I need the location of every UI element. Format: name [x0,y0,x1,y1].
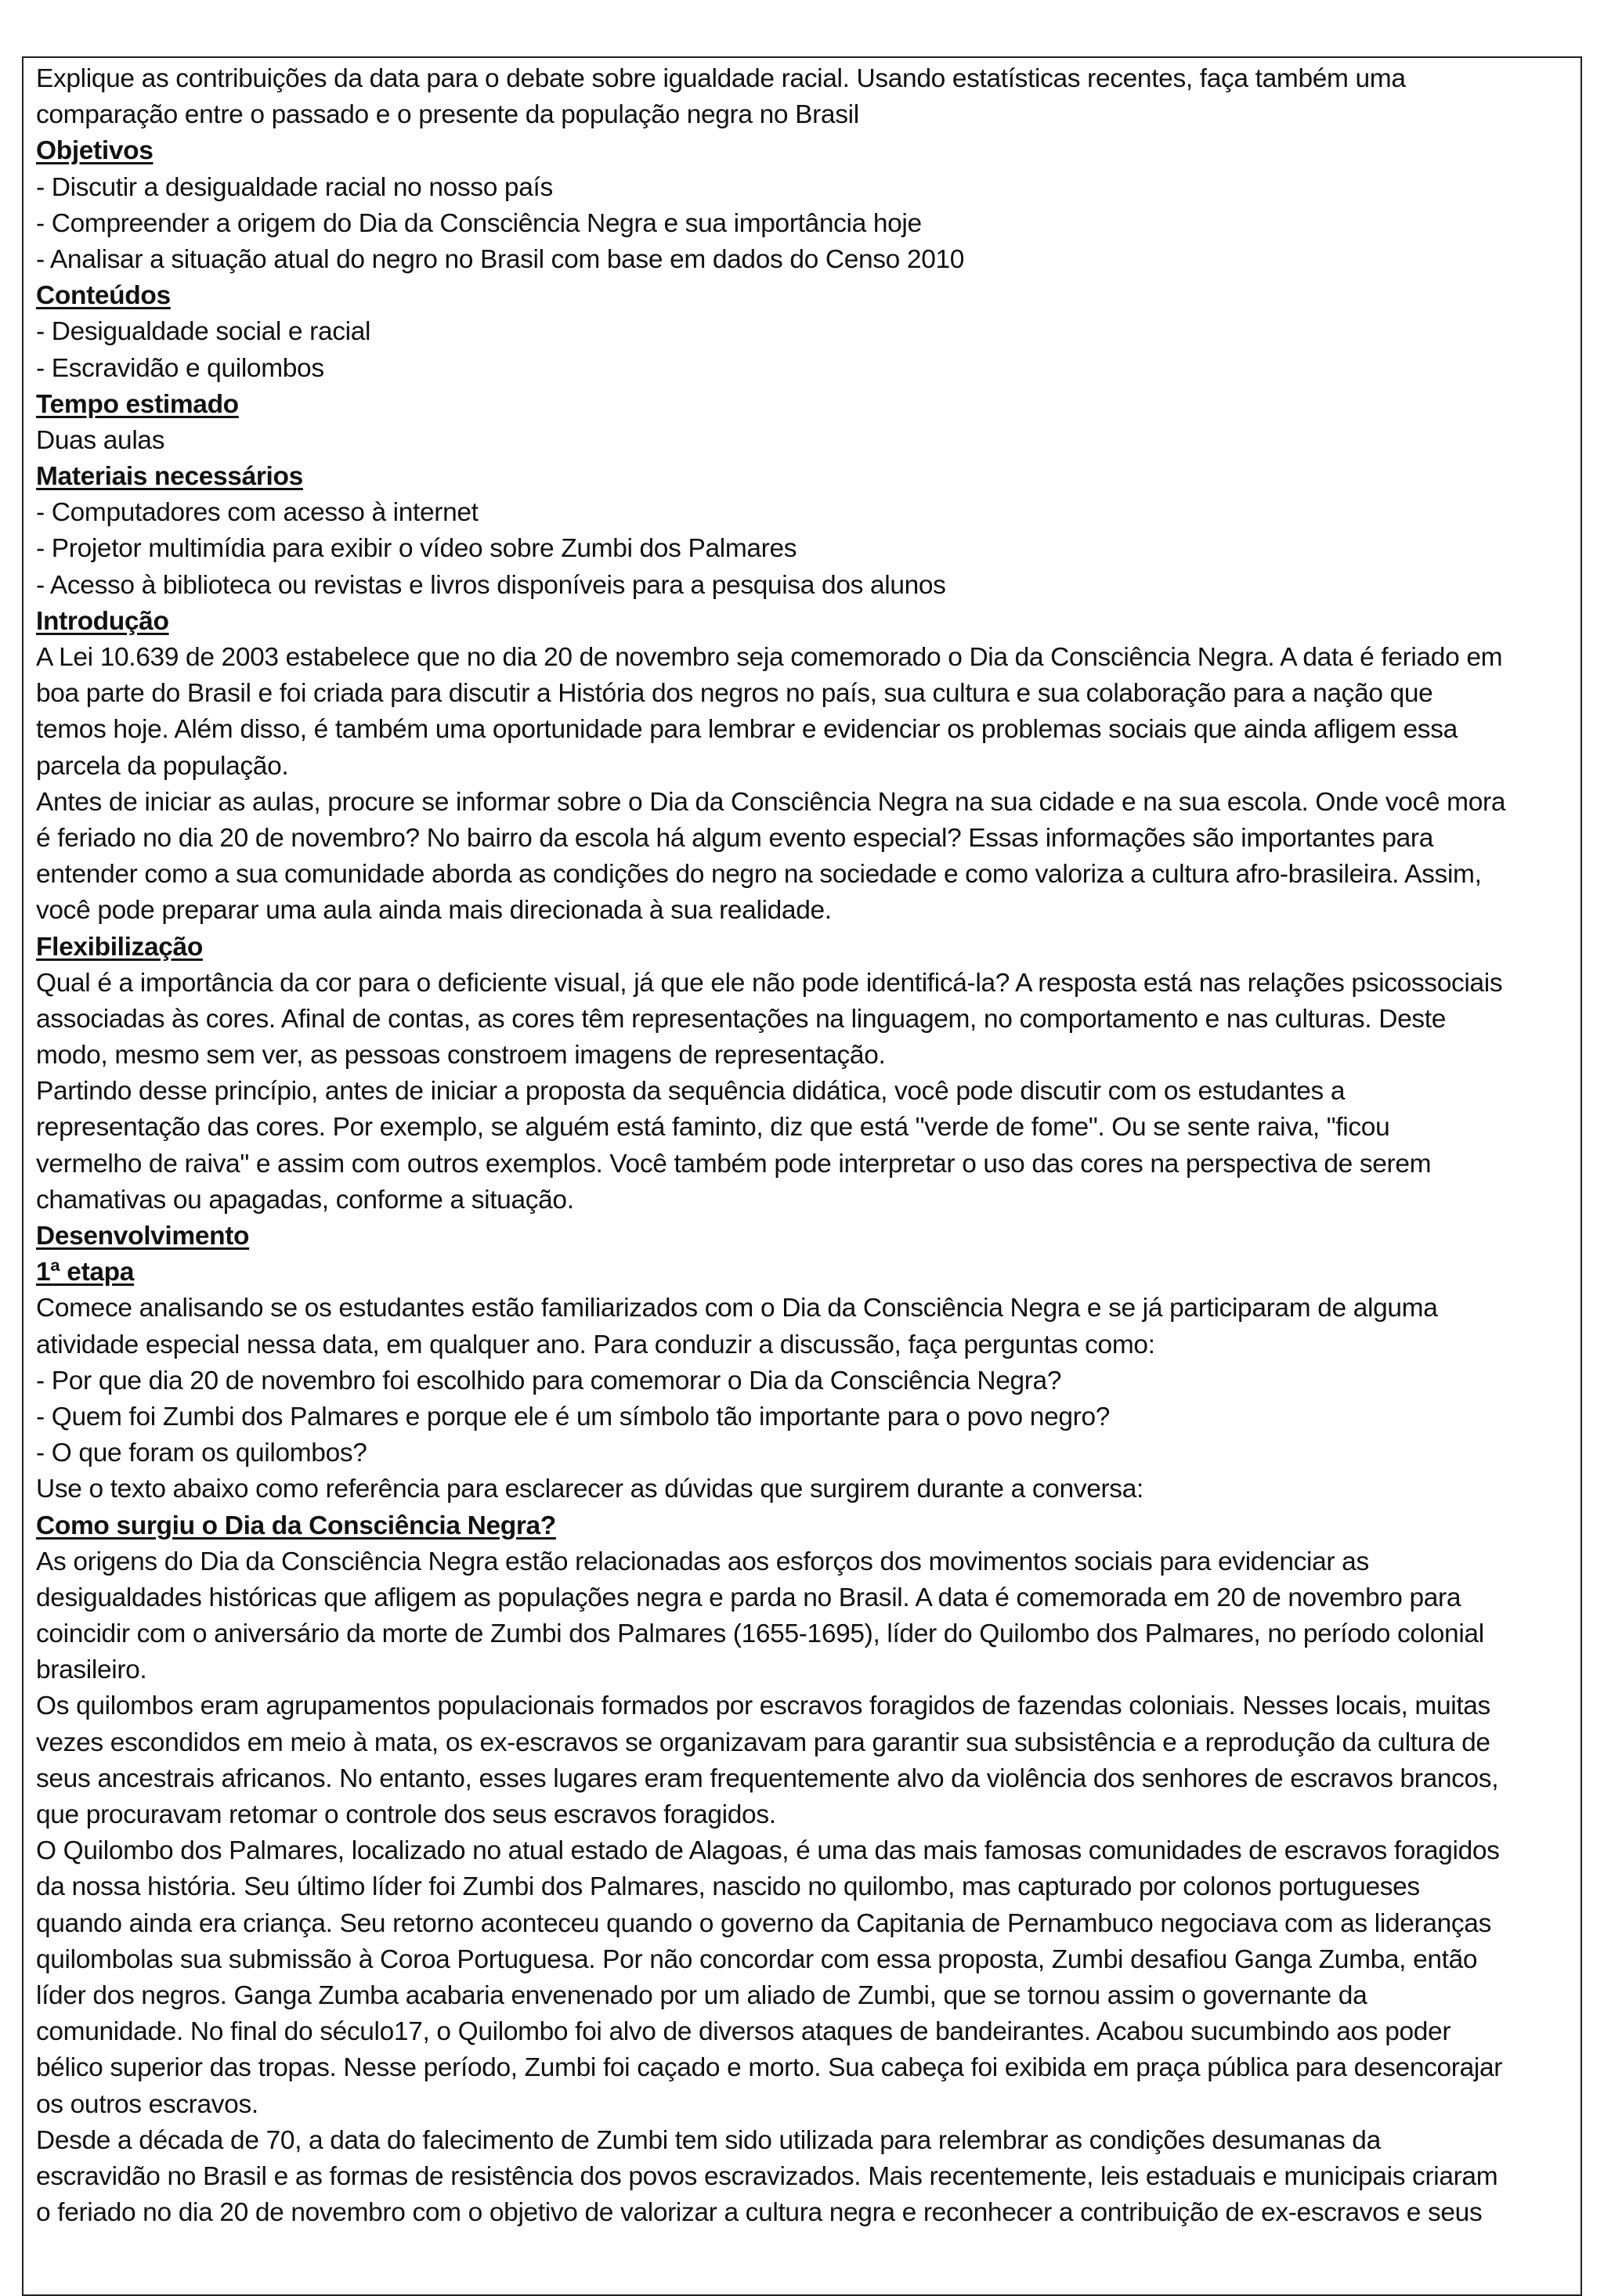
text-line: o feriado no dia 20 de novembro com o objetivo de valorizar a cultura negra e reconhecer a contribuição de ex-escravos e seus [36,2198,1483,2228]
text-line: - Analisar a situação atual do negro no Brasil com base em dados do Censo 2010 [36,244,965,274]
text-line: Explique as contribuições da data para o debate sobre igualdade racial. Usando estatísticas recentes, faça também uma [36,64,1406,93]
text-line: modo, mesmo sem ver, as pessoas constroem imagens de representação. [36,1041,886,1070]
text-line: desigualdades históricas que afligem as populações negra e parda no Brasil. A data é comemorada em 20 de novembro para [36,1583,1461,1612]
text-line: As origens do Dia da Consciência Negra estão relacionadas aos esforços dos movimentos sociais para evidenciar as [36,1547,1369,1576]
text-line: líder dos negros. Ganga Zumba acabaria envenenado por um aliado de Zumbi, que se tornou assim o governante da [36,1980,1367,2010]
text-line: entender como a sua comunidade aborda as condições do negro na sociedade e como valoriza a cultura afro-brasileira. Assim, [36,860,1482,890]
text-line: bélico superior das tropas. Nesse período, Zumbi foi caçado e morto. Sua cabeça foi exibida em praça pública para desencorajar [36,2053,1503,2083]
text-line: coincidir com o aniversário da morte de Zumbi dos Palmares (1655-1695), líder do Quilombo dos Palmares, no período colonial [36,1619,1484,1649]
text-line: comparação entre o passado e o presente da população negra no Brasil [36,100,859,130]
text-line: Antes de iniciar as aulas, procure se informar sobre o Dia da Consciência Negra na sua cidade e na sua escola. Onde você mora [36,787,1506,817]
text-line: chamativas ou apagadas, conforme a situação. [36,1185,574,1215]
section-heading: Conteúdos [36,281,171,311]
text-line: atividade especial nessa data, em qualquer ano. Para conduzir a discussão, faça perguntas como: [36,1330,1155,1359]
text-line: comunidade. No final do século17, o Quilombo foi alvo de diversos ataques de bandeirantes. Acabou sucumbindo aos poder [36,2017,1451,2047]
text-line: vermelho de raiva" e assim com outros exemplos. Você também pode interpretar o uso das cores na perspectiva de serem [36,1149,1432,1179]
text-line: A Lei 10.639 de 2003 estabelece que no dia 20 de novembro seja comemorado o Dia da Consciência Negra. A data é feriado em [36,643,1503,672]
section-heading: Introdução [36,606,169,636]
document-frame [22,56,1582,2296]
section-heading: Como surgiu o Dia da Consciência Negra? [36,1511,556,1540]
section-heading: Tempo estimado [36,389,239,419]
text-line: Os quilombos eram agrupamentos populacionais formados por escravos foragidos de fazendas coloniais. Nesses locais, muitas [36,1691,1490,1721]
text-line: Desde a década de 70, a data do falecimento de Zumbi tem sido utilizada para relembrar as condições desumanas da [36,2125,1381,2155]
section-heading: Objetivos [36,136,154,166]
text-line: temos hoje. Além disso, é também uma oportunidade para lembrar e evidenciar os problemas sociais que ainda afligem essa [36,715,1458,745]
text-line: Qual é a importância da cor para o deficiente visual, já que ele não pode identificá-la? A resposta está nas relações psicossociais [36,968,1503,998]
section-heading: 1ª etapa [36,1258,135,1287]
text-line: Comece analisando se os estudantes estão familiarizados com o Dia da Consciência Negra e se já participaram de alguma [36,1294,1438,1323]
text-line: associadas às cores. Afinal de contas, as cores têm representações na linguagem, no comportamento e nas culturas. Deste [36,1004,1446,1034]
text-line: você pode preparar uma aula ainda mais direcionada à sua realidade. [36,896,832,926]
text-line: brasileiro. [36,1655,147,1685]
section-heading: Flexibilização [36,932,203,962]
text-line: O Quilombo dos Palmares, localizado no atual estado de Alagoas, é uma das mais famosas comunidades de escravos foragidos [36,1836,1500,1866]
text-line: que procuravam retomar o controle dos seus escravos foragidos. [36,1800,776,1829]
text-line: - Desigualdade social e racial [36,317,371,347]
text-line: representação das cores. Por exemplo, se alguém está faminto, diz que está "verde de fome". Ou se sente raiva, "ficou [36,1113,1390,1143]
text-line: - Escravidão e quilombos [36,353,324,383]
text-line: - Acesso à biblioteca ou revistas e livros disponíveis para a pesquisa dos alunos [36,570,946,600]
section-heading: Materiais necessários [36,462,303,492]
text-line: da nossa história. Seu último líder foi Zumbi dos Palmares, nascido no quilombo, mas capturado por colonos portugueses [36,1872,1420,1902]
text-line: - O que foram os quilombos? [36,1439,367,1468]
text-line: boa parte do Brasil e foi criada para discutir a História dos negros no país, sua cultura e sua colaboração para a nação que [36,679,1433,709]
text-line: Partindo desse princípio, antes de iniciar a proposta da sequência didática, você pode discutir com os estudantes a [36,1077,1346,1106]
text-line: - Projetor multimídia para exibir o vídeo sobre Zumbi dos Palmares [36,534,797,564]
text-line: os outros escravos. [36,2089,258,2119]
text-line: quilombolas sua submissão à Coroa Portuguesa. Por não concordar com essa proposta, Zumbi desafiou Ganga Zumba, então [36,1944,1478,1974]
text-line: Duas aulas [36,425,165,455]
text-line: - Computadores com acesso à internet [36,498,479,528]
text-line: Use o texto abaixo como referência para esclarecer as dúvidas que surgirem durante a conversa: [36,1475,1143,1504]
document-body [36,61,1568,2231]
text-line: vezes escondidos em meio à mata, os ex-escravos se organizavam para garantir sua subsistência e a reprodução da cultura de [36,1727,1490,1757]
text-line: é feriado no dia 20 de novembro? No bairro da escola há algum evento especial? Essas informações são importantes para [36,823,1434,853]
text-line: - Compreender a origem do Dia da Consciência Negra e sua importância hoje [36,208,922,238]
text-line: quando ainda era criança. Seu retorno aconteceu quando o governo da Capitania de Pernambuco negociava com as lideranças [36,1908,1491,1938]
text-line: - Por que dia 20 de novembro foi escolhido para comemorar o Dia da Consciência Negra? [36,1366,1062,1395]
text-line: escravidão no Brasil e as formas de resistência dos povos escravizados. Mais recentemente, leis estaduais e municipais criaram [36,2161,1498,2191]
text-line: - Discutir a desigualdade racial no nosso país [36,172,553,202]
section-heading: Desenvolvimento [36,1222,250,1251]
text-line: parcela da população. [36,751,289,781]
text-line: - Quem foi Zumbi dos Palmares e porque ele é um símbolo tão importante para o povo negro? [36,1402,1111,1431]
text-line: seus ancestrais africanos. No entanto, esses lugares eram frequentemente alvo da violência dos senhores de escravos brancos, [36,1764,1499,1793]
